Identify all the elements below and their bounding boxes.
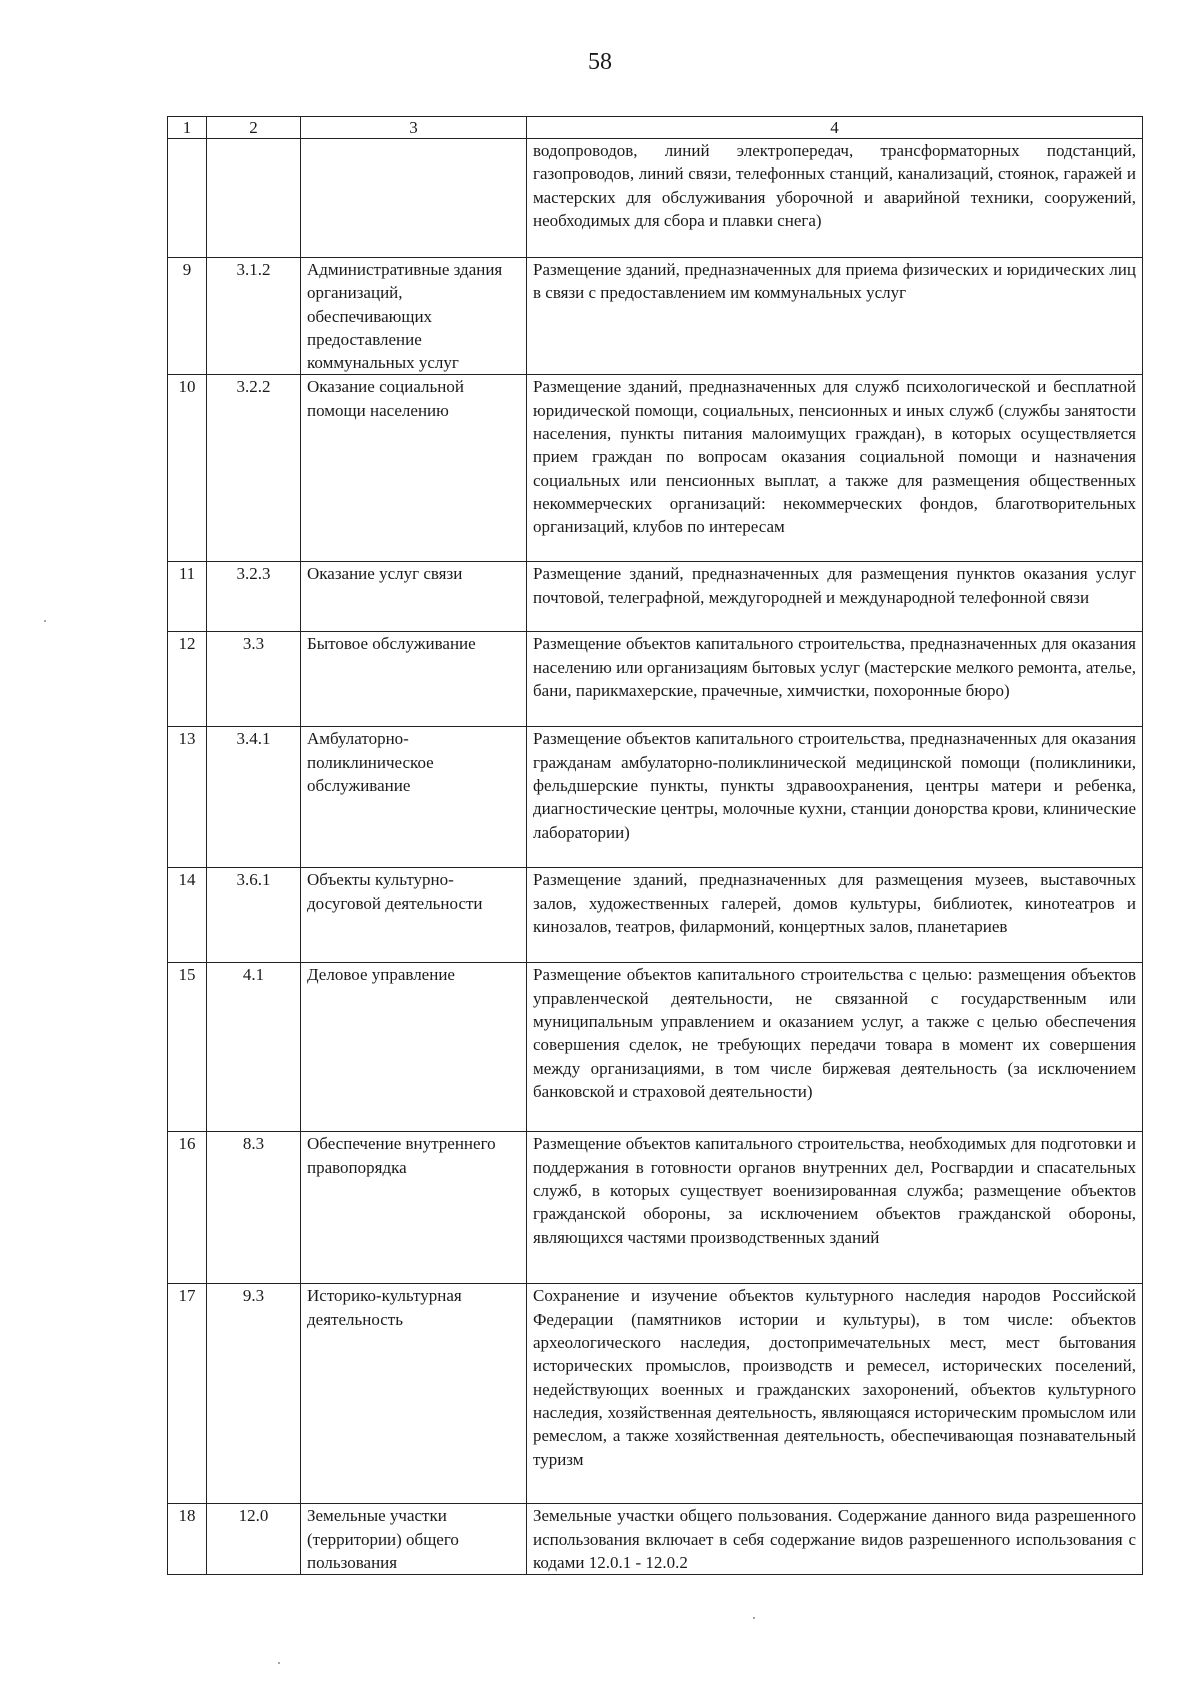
- description-text: Размещение зданий, предназначенных для приема физических и юридических лиц в связи с предоставлением им коммунальных услуг: [533, 260, 1136, 303]
- row-number: 15: [168, 963, 207, 1132]
- use-name: Бытовое обслуживание: [301, 632, 527, 727]
- page-number: 58: [588, 49, 612, 75]
- use-name: Земельные участки (территории) общего пользования: [301, 1504, 527, 1575]
- use-description: [527, 1132, 1143, 1284]
- use-code: 3.6.1: [207, 868, 301, 963]
- use-description: [527, 139, 1143, 258]
- row-number: 12: [168, 632, 207, 727]
- table-row: [168, 727, 1143, 868]
- row-number: 17: [168, 1284, 207, 1504]
- use-name: Историко-культурная деятельность: [301, 1284, 527, 1504]
- description-text: Размещение объектов капитального строительства, предназначенных для оказания населению или организациям бытовых услуг (мастерские мелкого ремонта, ателье, бани, парикмахерские, прачечные, химчистки, похоронные бюро): [533, 634, 1137, 701]
- use-code: 3.1.2: [207, 258, 301, 375]
- use-name: Амбулаторно-поликлиническое обслуживание: [301, 727, 527, 868]
- use-name: Оказание услуг связи: [301, 562, 527, 632]
- use-description: [527, 727, 1143, 868]
- table-row: [168, 258, 1143, 375]
- use-description: [527, 1284, 1143, 1504]
- use-description: [527, 258, 1143, 375]
- use-code: 8.3: [207, 1132, 301, 1284]
- row-number: 11: [168, 562, 207, 632]
- description-text: Размещение объектов капитального строительства, предназначенных для оказания гражданам амбулаторно-поликлинической медицинской помощи (поликлиники, фельдшерские пункты, пункты здравоохранения, центры матери и ребенка, диагностические центры, молочные кухни, станции донорства крови, клинические лаборатории): [533, 729, 1136, 842]
- header-col-2: 2: [207, 117, 301, 139]
- use-code: 3.2.3: [207, 562, 301, 632]
- use-code: 3.2.2: [207, 375, 301, 562]
- use-description: [527, 1504, 1143, 1575]
- table-row: [168, 139, 1143, 258]
- row-number: 18: [168, 1504, 207, 1575]
- table-header-row: [168, 117, 1143, 139]
- use-name: Обеспечение внутреннего правопорядка: [301, 1132, 527, 1284]
- use-name: Деловое управление: [301, 963, 527, 1132]
- use-name: Оказание социальной помощи населению: [301, 375, 527, 562]
- description-text: Размещение зданий, предназначенных для размещения музеев, выставочных залов, художественных галерей, домов культуры, библиотек, кинотеатров и кинозалов, театров, филармоний, концертных залов, планетариев: [533, 870, 1136, 937]
- use-description: [527, 632, 1143, 727]
- table-row: [168, 1504, 1143, 1575]
- land-use-table: [167, 116, 1143, 1575]
- use-code: [207, 139, 301, 258]
- use-description: [527, 868, 1143, 963]
- use-code: 12.0: [207, 1504, 301, 1575]
- use-description: [527, 562, 1143, 632]
- table-row: [168, 868, 1143, 963]
- scan-speck: [278, 1662, 280, 1664]
- description-text: водопроводов, линий электропередач, трансформаторных подстанций, газопроводов, линий связи, телефонных станций, канализаций, стоянок, гаражей и мастерских для обслуживания уборочной и аварийной техники, сооружений, необходимых для сбора и плавки снега): [533, 141, 1136, 230]
- use-code: 9.3: [207, 1284, 301, 1504]
- scan-speck: [44, 620, 46, 622]
- use-code: 3.3: [207, 632, 301, 727]
- use-name: [301, 139, 527, 258]
- row-number: 16: [168, 1132, 207, 1284]
- use-code: 4.1: [207, 963, 301, 1132]
- description-text: Размещение объектов капитального строительства, необходимых для подготовки и поддержания в готовности органов внутренних дел, Росгвардии и спасательных служб, в которых существует военизированная служба; размещение объектов гражданской обороны, за исключением объектов гражданской обороны, являющихся частями производственных зданий: [533, 1134, 1136, 1247]
- use-name: Объекты культурно-досуговой деятельности: [301, 868, 527, 963]
- use-name: Административные здания организаций, обеспечивающих предоставление коммунальных услуг: [301, 258, 527, 375]
- description-text: Сохранение и изучение объектов культурного наследия народов Российской Федерации (памятников истории и культуры), в том числе: объектов археологического наследия, достопримечательных мест, мест бытования исторических промыслов, производств и ремесел, исторических поселений, недействующих военных и гражданских захоронений, объектов культурного наследия, хозяйственная деятельность, являющаяся историческим промыслом или ремеслом, а также хозяйственная деятельность, обеспечивающая познавательный туризм: [533, 1286, 1136, 1469]
- use-description: [527, 375, 1143, 562]
- header-col-1: 1: [168, 117, 207, 139]
- use-code: 3.4.1: [207, 727, 301, 868]
- table-row: [168, 562, 1143, 632]
- table-row: [168, 632, 1143, 727]
- description-text: Размещение объектов капитального строительства с целью: размещения объектов управленческой деятельности, не связанной с государственным или муниципальным управлением и оказанием услуг, а также с целью обеспечения совершения сделок, не требующих передачи товара в момент их совершения между организациями, в том числе биржевая деятельность (за исключением банковской и страховой деятельности): [533, 965, 1136, 1101]
- description-text: Размещение зданий, предназначенных для размещения пунктов оказания услуг почтовой, телеграфной, междугородней и международной телефонной связи: [533, 564, 1136, 607]
- table-row: [168, 1284, 1143, 1504]
- row-number: [168, 139, 207, 258]
- use-description: [527, 963, 1143, 1132]
- table-row: [168, 375, 1143, 562]
- row-number: 10: [168, 375, 207, 562]
- header-col-3: 3: [301, 117, 527, 139]
- description-text: Земельные участки общего пользования. Содержание данного вида разрешенного использования включает в себя содержание видов разрешенного использования с кодами 12.0.1 - 12.0.2: [533, 1506, 1136, 1573]
- header-col-4: 4: [527, 117, 1143, 139]
- row-number: 9: [168, 258, 207, 375]
- row-number: 13: [168, 727, 207, 868]
- table-row: [168, 1132, 1143, 1284]
- scan-speck: [753, 1617, 755, 1619]
- row-number: 14: [168, 868, 207, 963]
- table-row: [168, 963, 1143, 1132]
- description-text: Размещение зданий, предназначенных для служб психологической и бесплатной юридической помощи, социальных, пенсионных и иных служб (службы занятости населения, пункты питания малоимущих граждан), в которых осуществляется прием граждан по вопросам оказания социальной помощи и назначения социальных или пенсионных выплат, а также для размещения общественных некоммерческих организаций: некоммерческих фондов, благотворительных организаций, клубов по интересам: [533, 377, 1136, 537]
